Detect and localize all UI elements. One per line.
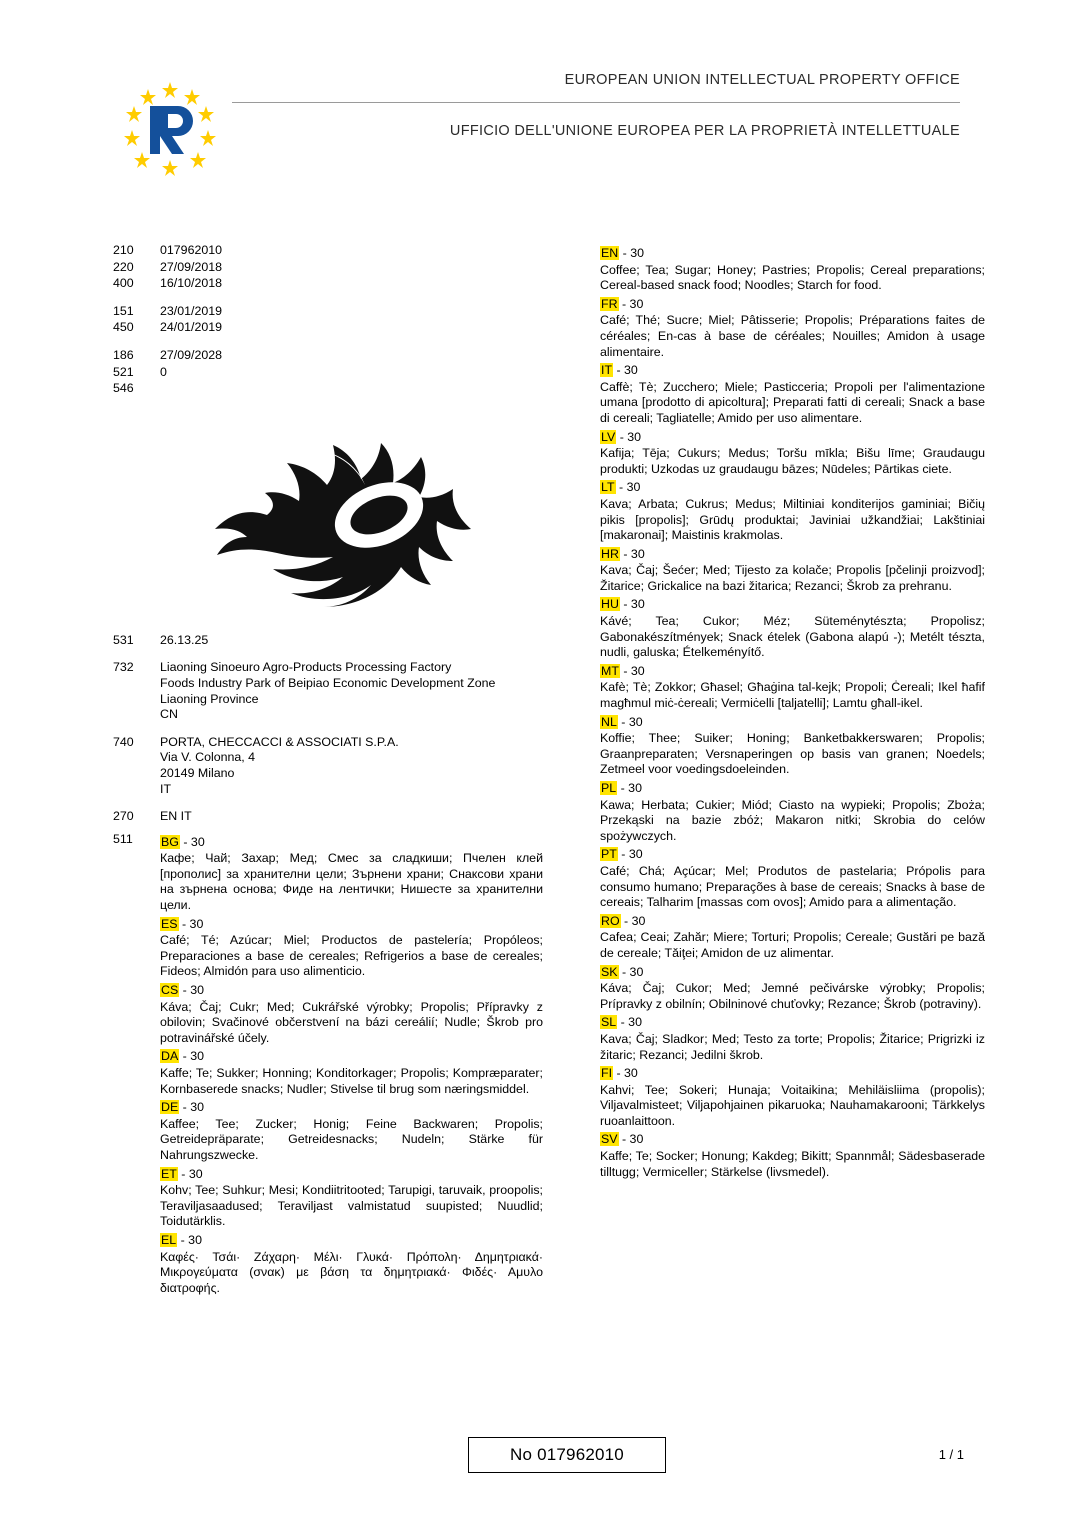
language-heading: DA - 30 (161, 1049, 205, 1064)
nice-class: 30 (629, 296, 644, 311)
nice-class: 30 (630, 246, 645, 260)
language-block-bg (160, 835, 543, 914)
language-heading: NL - 30 (601, 714, 643, 729)
language-code: IT (601, 363, 613, 378)
inid-code: 740 (113, 734, 134, 749)
spacer (113, 724, 543, 735)
inid-value: 0 (160, 364, 167, 379)
language-block-et (160, 1167, 543, 1230)
nice-class: 30 (629, 964, 644, 979)
language-block-pt (600, 847, 985, 910)
nice-class: 30 (190, 834, 205, 849)
inid-code: 220 (113, 259, 134, 274)
document-header (120, 72, 960, 182)
euipo-logo-icon (120, 80, 220, 176)
inid-value: EN IT (160, 809, 192, 824)
inid-code: 732 (113, 660, 134, 675)
inid-code: 450 (113, 320, 134, 335)
inid-value: 26.13.25 (160, 632, 209, 647)
language-code: DA (161, 1049, 179, 1064)
language-text: Kafè; Tè; Zokkor; Għasel; Għaġina tal-kejk; Propoli; Ċereali; Ikel ħafif magħmul miċ-ċereali; Vermiċelli [taljatelli]; Lamtu għall-ikel. (600, 680, 985, 711)
rep-city: 20149 Milano (160, 765, 235, 780)
language-heading: PL - 30 (601, 781, 642, 795)
language-code: DE (161, 1100, 179, 1115)
language-code: HR (601, 546, 619, 561)
trademark-figurative-mark (113, 401, 543, 633)
language-heading: BG - 30 (161, 834, 205, 849)
representative-address (160, 735, 543, 797)
language-heading: LV - 30 (601, 429, 642, 444)
language-text: Kávé; Tea; Cukor; Méz; Süteménytészta; Propolisz; Gabonakészítmények; Snack ételek (Gabona alapú -); Metélt tészta, nudli, galuska; Ételkeményítő. (600, 614, 985, 660)
language-text: Kafija; Tēja; Cukurs; Medus; Toršu mīkla; Bišu līme; Graudaugu produkti; Uzkodas uz graudaugu bāzes; Nūdeles; Pārtikas ciete. (600, 446, 985, 476)
language-block-it (600, 363, 985, 426)
inid-code: 546 (113, 381, 134, 396)
language-heading: EN - 30 (601, 246, 645, 260)
language-block-lt (600, 480, 985, 543)
language-heading: DE - 30 (161, 1100, 205, 1115)
language-block-lv (600, 430, 985, 478)
owner-country: CN (160, 707, 178, 722)
language-heading: PT - 30 (601, 847, 643, 862)
nice-class: 30 (628, 714, 643, 729)
language-code: HU (601, 597, 619, 612)
language-block-el (160, 1233, 543, 1296)
inid-row-450 (113, 320, 543, 336)
inid-code: 531 (113, 632, 134, 647)
nice-class: 30 (628, 847, 643, 862)
language-block-pl (600, 781, 985, 844)
inid-value (160, 381, 543, 397)
nice-class: 30 (630, 663, 645, 678)
inid-code: 521 (113, 364, 134, 379)
inid-code: 270 (113, 809, 134, 824)
language-code: SL (601, 1015, 617, 1030)
inid-row-270 (113, 809, 543, 825)
language-code: LT (601, 480, 615, 495)
language-text: Кафе; Чай; Захар; Мед; Смес за сладкиши; Пчелен клей [прополис] за хранителни цели; Зърнени храни; Снаксови храни на зърнена основа; Фиде на лентички; Нишесте за хранителни цели. (160, 851, 543, 913)
rep-name: PORTA, CHECCACCI & ASSOCIATI S.P.A. (160, 734, 399, 749)
nice-class: 30 (190, 983, 205, 998)
rep-street: Via V. Colonna, 4 (160, 750, 256, 765)
nice-class: 30 (627, 429, 642, 444)
language-block-fi (600, 1066, 985, 1129)
language-block-nl (600, 715, 985, 778)
inid-code: 210 (113, 243, 134, 257)
language-block-mt (600, 664, 985, 712)
inid-code: 186 (113, 347, 134, 362)
inid-code: 151 (113, 303, 134, 318)
goods-services-left (160, 832, 543, 1297)
language-text: Kohv; Tee; Suhkur; Mesi; Kondiitritooted; Tarupigi, taruvaik, proopolis; Teraviljasaadused; Teraviljast valmistatud suupisted; Nuudlid; Toidutärklis. (160, 1183, 543, 1229)
language-block-fr (600, 297, 985, 360)
document-number-box (468, 1437, 666, 1473)
language-heading: SK - 30 (601, 964, 644, 979)
language-code: NL (601, 714, 617, 729)
language-code: EL (161, 1232, 177, 1247)
language-block-cs (160, 983, 543, 1046)
inid-code: 400 (113, 276, 134, 291)
language-text: Kaffe; Te; Sukker; Honning; Konditorkager; Propolis; Kompræparater; Kornbaserede snacks; Nudler; Stivelse til brug som næringsmiddel. (160, 1066, 543, 1096)
language-code: BG (161, 834, 179, 849)
inid-row-546 (113, 381, 543, 397)
language-heading: IT - 30 (601, 363, 638, 378)
language-block-hr (600, 547, 985, 595)
language-code: LV (601, 429, 616, 444)
header-text-block (232, 72, 960, 139)
language-code: FI (601, 1066, 613, 1081)
nice-class: 30 (626, 480, 641, 495)
language-text: Kaffe; Te; Socker; Honung; Kakdeg; Bikitt; Spannmål; Sädesbaserade tilltugg; Vermiceller; Stärkelse (livsmedel). (600, 1149, 985, 1179)
language-block-hu (600, 597, 985, 660)
nice-class: 30 (628, 781, 642, 795)
language-text: Café; Chá; Açúcar; Mel; Produtos de pastelaria; Própolis para consumo humano; Preparações à base de cereais; Snacks à base de cereais; Talharim [massas com ovos]; Amido para a alimentação. (600, 863, 985, 910)
language-code: SK (601, 964, 618, 979)
language-text: Kava; Čaj; Sladkor; Med; Testo za torte; Propolis; Žitarice; Prigrizki iz žitaric; Rezanci; Jedilni škrob. (600, 1031, 985, 1062)
language-block-en (600, 246, 985, 294)
language-heading: ES - 30 (161, 916, 204, 931)
language-heading: RO - 30 (601, 913, 646, 928)
nice-class: 30 (630, 546, 645, 561)
language-heading: LT - 30 (601, 480, 641, 495)
spacer (113, 649, 543, 660)
language-text: Caffè; Tè; Zucchero; Miele; Pasticceria; Propoli per l'alimentazione umana [prodotto di apicoltura]; Preparati fatti di cereali; Snack a base di cereali; Tagliatelle; Amido per uso alimentare. (600, 379, 985, 425)
nice-class: 30 (629, 1132, 644, 1147)
language-block-sk (600, 965, 985, 1013)
language-text: Kahvi; Tee; Sokeri; Hunaja; Voitaikina; Mehiläisliima (propolis); Viljavalmisteet; Viljapohjainen pikaruoka; Nauhamakarooni; Tärkkelys ruoanlaittoon. (600, 1082, 985, 1128)
inid-value: 27/09/2018 (160, 259, 223, 274)
inid-row-151 (113, 304, 543, 320)
language-code: SV (601, 1132, 618, 1147)
mark-artwork-icon (173, 407, 513, 607)
inid-row-400 (113, 276, 543, 292)
nice-class: 30 (624, 1066, 638, 1081)
language-heading: FI - 30 (601, 1066, 638, 1081)
language-text: Káva; Čaj; Cukr; Med; Cukrářské výrobky; Propolis; Přípravky z obilovin; Svačinové občerstvení na bázi cereálií; Nudle; Škrob pro potravinářské účely. (160, 999, 543, 1045)
language-block-de (160, 1100, 543, 1163)
language-block-da (160, 1049, 543, 1097)
inid-row-511 (113, 832, 543, 1297)
language-block-es (160, 917, 543, 980)
right-column (600, 243, 985, 1180)
spacer (113, 293, 543, 304)
language-code: ES (161, 916, 178, 931)
nice-class: 30 (624, 363, 638, 378)
nice-class: 30 (188, 1166, 203, 1181)
language-text: Kava; Arbata; Cukrus; Medus; Miltiniai konditerijos gaminiai; Bičių pikis [propolis]; Grūdų produktai; Javiniai užkandžiai; Lakštiniai [makaronai]; Maistinis krakmolas. (600, 496, 985, 543)
inid-value: 23/01/2019 (160, 303, 223, 318)
inid-value: 16/10/2018 (160, 276, 223, 291)
inid-row-732 (113, 660, 543, 722)
language-code: FR (601, 296, 618, 311)
spacer (113, 798, 543, 809)
owner-address (160, 660, 543, 722)
inid-row-740 (113, 735, 543, 797)
nice-class: 30 (628, 1015, 642, 1030)
header-title-it: UFFICIO DELL'UNIONE EUROPEA PER LA PROPRIETÀ INTELLETTUALE (449, 123, 960, 139)
inid-row-220 (113, 260, 543, 276)
inid-row-531 (113, 633, 543, 649)
language-code: MT (601, 663, 619, 678)
language-heading: SV - 30 (601, 1132, 644, 1147)
language-code: RO (601, 913, 620, 928)
rep-country: IT (160, 781, 172, 796)
language-text: Kawa; Herbata; Cukier; Miód; Ciasto na wypieki; Propolis; Zboża; Przekąski na bazie zbóż; Makaron nitki; Skrobia do celów spożywczych. (600, 797, 985, 843)
owner-street: Foods Industry Park of Beipiao Economic Development Zone (160, 675, 496, 690)
header-title-en: EUROPEAN UNION INTELLECTUAL PROPERTY OFFICE (564, 72, 960, 88)
document-number: No 017962010 (510, 1445, 624, 1464)
nice-class: 30 (188, 1232, 202, 1247)
language-heading: HR - 30 (601, 546, 645, 561)
language-heading: SL - 30 (601, 1015, 642, 1030)
language-code: PL (601, 781, 617, 795)
language-text: Kaffee; Tee; Zucker; Honig; Feine Backwaren; Propolis; Getreidepräparate; Getreidesnacks; Nudeln; Stärke für Nahrungszwecke. (160, 1116, 543, 1162)
owner-name: Liaoning Sinoeuro Agro-Products Processing Factory (160, 660, 452, 675)
inid-value: 017962010 (160, 243, 223, 257)
language-text: Koffie; Thee; Suiker; Honing; Banketbakkerswaren; Propolis; Graanpreparaten; Versnaperingen op basis van granen; Noedels; Zetmeel voor voedingsdoeleinden. (600, 731, 985, 777)
language-text: Café; Té; Azúcar; Miel; Productos de pastelería; Propóleos; Preparaciones a base de cereales; Refrigerios a base de cereales; Fideos; Almidón para uso alimenticio. (160, 933, 543, 979)
language-heading: EL - 30 (161, 1232, 202, 1247)
inid-code: 511 (113, 831, 133, 846)
language-heading: MT - 30 (601, 663, 645, 678)
language-text: Káva; Čaj; Cukor; Med; Jemné pečivárske výrobky; Propolis; Prípravky z obilnín; Obilninové chuťovky; Rezance; Škrob (potraviny). (600, 981, 985, 1011)
inid-value: 27/09/2028 (160, 347, 223, 362)
inid-row-210 (113, 243, 543, 259)
nice-class: 30 (190, 1049, 205, 1064)
language-heading: HU - 30 (601, 597, 645, 612)
inid-row-521 (113, 365, 543, 381)
language-text: Kava; Čaj; Šećer; Med; Tijesto za kolače; Propolis [pčelinji proizvod]; Žitarice; Grickalice na bazi žitarica; Rezanci; Škrob za prehranu. (600, 563, 985, 593)
spacer (113, 337, 543, 348)
left-column (113, 243, 543, 1297)
nice-class: 30 (190, 1100, 205, 1115)
language-block-sv (600, 1132, 985, 1180)
language-code: PT (601, 847, 617, 862)
owner-region: Liaoning Province (160, 691, 259, 706)
inid-row-186 (113, 348, 543, 364)
language-code: ET (161, 1166, 177, 1181)
language-block-ro (600, 914, 985, 962)
nice-class: 30 (631, 913, 646, 928)
language-block-sl (600, 1015, 985, 1063)
inid-value: 24/01/2019 (160, 320, 223, 335)
language-text: Καφές· Τσάι· Ζάχαρη· Μέλι· Γλυκά· Πρόπολη· Δημητριακά· Μικρογεύματα (σνακ) με βάση τα δημητριακά· Φιδές· Αμυλο διατροφής. (160, 1249, 543, 1295)
language-heading: CS - 30 (161, 983, 205, 998)
language-heading: ET - 30 (161, 1166, 203, 1181)
language-heading: FR - 30 (601, 296, 644, 311)
language-text: Coffee; Tea; Sugar; Honey; Pastries; Propolis; Cereal preparations; Cereal-based snack food; Noodles; Starch for food. (600, 262, 985, 293)
page-number: 1 / 1 (938, 1447, 964, 1462)
language-text: Cafea; Ceai; Zahăr; Miere; Torturi; Propolis; Cereale; Gustări pe bază de cereale; Tăiţei; Amidon de uz alimentar. (600, 930, 985, 960)
language-code: CS (161, 983, 179, 998)
language-text: Café; Thé; Sucre; Miel; Pâtisserie; Propolis; Préparations faites de céréales; En-cas à base de céréales; Nouilles; Amidon à usage alimentaire. (600, 313, 985, 359)
nice-class: 30 (630, 597, 645, 612)
language-code: EN (601, 246, 619, 260)
nice-class: 30 (189, 916, 204, 931)
